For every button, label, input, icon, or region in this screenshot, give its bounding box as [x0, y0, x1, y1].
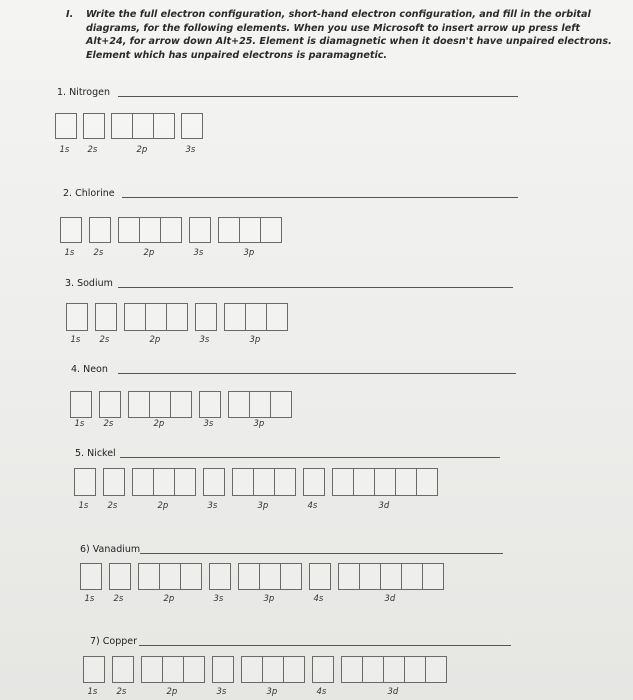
orbital-box-3d[interactable] — [404, 656, 426, 683]
orbital-box-1s[interactable] — [60, 217, 82, 243]
orbital-box-3p[interactable] — [239, 217, 261, 243]
orbital-label: 2p — [163, 594, 175, 604]
orbital-label: 2s — [87, 145, 98, 155]
orbital-box-3s[interactable] — [212, 656, 234, 683]
orbital-box-3s[interactable] — [181, 113, 203, 139]
element-label: 5. Nickel — [75, 448, 116, 459]
orbital-box-3d[interactable] — [416, 468, 438, 496]
orbital-box-3s[interactable] — [199, 391, 221, 418]
orbital-box-2p[interactable] — [145, 303, 167, 331]
orbital-label: 2s — [116, 687, 127, 697]
orbital-box-2p[interactable] — [174, 468, 196, 496]
orbital-box-3p[interactable] — [245, 303, 267, 331]
orbital-box-3p[interactable] — [238, 563, 260, 590]
orbital-box-3p[interactable] — [259, 563, 281, 590]
instructions-text: Write the full electron configuration, short-hand electron configuration, and fill in the orbital diagrams, for the following elements. When you use Microsoft to insert arrow up press left Alt+24, for arrow down Alt+25. Element is diamagnetic when it doesn't have unpaired electrons. Element which has unpaired electrons is paramagnetic. — [86, 9, 612, 61]
orbital-box-2p[interactable] — [124, 303, 146, 331]
orbital-label: 1s — [78, 501, 89, 511]
answer-line[interactable] — [122, 197, 518, 198]
orbital-box-3p[interactable] — [283, 656, 305, 683]
orbital-box-2p[interactable] — [153, 468, 175, 496]
orbital-box-3d[interactable] — [383, 656, 405, 683]
orbital-box-3d[interactable] — [425, 656, 447, 683]
orbital-box-2p[interactable] — [138, 563, 160, 590]
orbital-label: 3p — [263, 594, 275, 604]
orbital-box-1s[interactable] — [83, 656, 105, 683]
orbital-label: 4s — [316, 687, 327, 697]
orbital-box-3p[interactable] — [232, 468, 254, 496]
orbital-box-3p[interactable] — [249, 391, 271, 418]
orbital-box-2p[interactable] — [111, 113, 133, 139]
orbital-label: 2s — [113, 594, 124, 604]
orbital-label: 3p — [253, 419, 265, 429]
orbital-label: 3d — [384, 594, 396, 604]
element-label: 1. Nitrogen — [57, 87, 110, 98]
orbital-box-3p[interactable] — [270, 391, 292, 418]
orbital-box-3d[interactable] — [362, 656, 384, 683]
element-label: 6) Vanadium — [80, 544, 141, 555]
orbital-box-2p[interactable] — [149, 391, 171, 418]
orbital-box-1s[interactable] — [55, 113, 77, 139]
element-label: 2. Chlorine — [63, 188, 115, 199]
orbital-box-2p[interactable] — [153, 113, 175, 139]
orbital-box-2s[interactable] — [103, 468, 125, 496]
orbital-box-3d[interactable] — [380, 563, 402, 590]
answer-line[interactable] — [140, 553, 503, 554]
orbital-box-3s[interactable] — [189, 217, 211, 243]
orbital-box-3s[interactable] — [209, 563, 231, 590]
orbital-box-2p[interactable] — [132, 113, 154, 139]
orbital-box-4s[interactable] — [303, 468, 325, 496]
orbital-label: 2s — [93, 248, 104, 258]
orbital-box-3p[interactable] — [262, 656, 284, 683]
orbital-label: 1s — [84, 594, 95, 604]
orbital-label: 4s — [313, 594, 324, 604]
instructions-number: I. — [66, 9, 74, 20]
orbital-label: 3p — [257, 501, 269, 511]
orbital-box-2p[interactable] — [118, 217, 140, 243]
orbital-box-2p[interactable] — [162, 656, 184, 683]
orbital-box-2p[interactable] — [183, 656, 205, 683]
orbital-box-1s[interactable] — [66, 303, 88, 331]
orbital-box-3p[interactable] — [266, 303, 288, 331]
orbital-box-3d[interactable] — [341, 656, 363, 683]
orbital-box-2p[interactable] — [166, 303, 188, 331]
orbital-label: 2p — [153, 419, 165, 429]
orbital-label: 4s — [307, 501, 318, 511]
orbital-box-4s[interactable] — [309, 563, 331, 590]
orbital-label: 1s — [64, 248, 75, 258]
orbital-box-2p[interactable] — [160, 217, 182, 243]
element-label: 7) Copper — [90, 636, 138, 647]
orbital-label: 3s — [199, 335, 210, 345]
orbital-box-1s[interactable] — [74, 468, 96, 496]
orbital-label: 1s — [74, 419, 85, 429]
element-label: 4. Neon — [71, 364, 108, 375]
orbital-label: 3p — [249, 335, 261, 345]
orbital-box-2s[interactable] — [109, 563, 131, 590]
orbital-box-3p[interactable] — [241, 656, 263, 683]
orbital-box-2s[interactable] — [95, 303, 117, 331]
orbital-box-2p[interactable] — [159, 563, 181, 590]
orbital-box-2p[interactable] — [141, 656, 163, 683]
orbital-box-3p[interactable] — [274, 468, 296, 496]
orbital-label: 3p — [243, 248, 255, 258]
orbital-box-3p[interactable] — [218, 217, 240, 243]
orbital-box-3s[interactable] — [195, 303, 217, 331]
orbital-box-2p[interactable] — [139, 217, 161, 243]
orbital-label: 3s — [185, 145, 196, 155]
instructions — [66, 8, 615, 62]
orbital-box-3p[interactable] — [224, 303, 246, 331]
orbital-label: 3p — [266, 687, 278, 697]
orbital-label: 2p — [143, 248, 155, 258]
orbital-box-3d[interactable] — [374, 468, 396, 496]
orbital-box-3s[interactable] — [203, 468, 225, 496]
orbital-box-3p[interactable] — [280, 563, 302, 590]
orbital-box-2s[interactable] — [89, 217, 111, 243]
answer-line[interactable] — [118, 96, 518, 97]
orbital-box-1s[interactable] — [70, 391, 92, 418]
orbital-box-2s[interactable] — [83, 113, 105, 139]
orbital-box-1s[interactable] — [80, 563, 102, 590]
orbital-label: 2p — [136, 145, 148, 155]
orbital-box-4s[interactable] — [312, 656, 334, 683]
orbital-box-3d[interactable] — [338, 563, 360, 590]
orbital-label: 2s — [99, 335, 110, 345]
orbital-label: 3d — [378, 501, 390, 511]
orbital-label: 1s — [59, 145, 70, 155]
orbital-box-3d[interactable] — [332, 468, 354, 496]
orbital-label: 2p — [149, 335, 161, 345]
orbital-label: 2p — [157, 501, 169, 511]
orbital-box-3d[interactable] — [401, 563, 423, 590]
orbital-label: 3s — [203, 419, 214, 429]
orbital-label: 3d — [387, 687, 399, 697]
orbital-label: 2p — [166, 687, 178, 697]
orbital-box-3p[interactable] — [260, 217, 282, 243]
element-label: 3. Sodium — [65, 278, 113, 289]
answer-line[interactable] — [120, 457, 500, 458]
orbital-box-3d[interactable] — [359, 563, 381, 590]
orbital-label: 2s — [103, 419, 114, 429]
answer-line[interactable] — [118, 373, 516, 374]
orbital-label: 3s — [213, 594, 224, 604]
orbital-label: 3s — [207, 501, 218, 511]
orbital-box-3p[interactable] — [228, 391, 250, 418]
answer-line[interactable] — [118, 287, 513, 288]
orbital-label: 3s — [193, 248, 204, 258]
orbital-label: 2s — [107, 501, 118, 511]
orbital-box-2p[interactable] — [128, 391, 150, 418]
orbital-box-3p[interactable] — [253, 468, 275, 496]
orbital-box-2s[interactable] — [99, 391, 121, 418]
orbital-box-3d[interactable] — [353, 468, 375, 496]
orbital-label: 3s — [216, 687, 227, 697]
orbital-box-2p[interactable] — [170, 391, 192, 418]
answer-line[interactable] — [139, 645, 511, 646]
orbital-box-2s[interactable] — [112, 656, 134, 683]
orbital-box-3d[interactable] — [395, 468, 417, 496]
orbital-label: 1s — [87, 687, 98, 697]
orbital-label: 1s — [70, 335, 81, 345]
orbital-box-2p[interactable] — [180, 563, 202, 590]
orbital-box-2p[interactable] — [132, 468, 154, 496]
orbital-box-3d[interactable] — [422, 563, 444, 590]
